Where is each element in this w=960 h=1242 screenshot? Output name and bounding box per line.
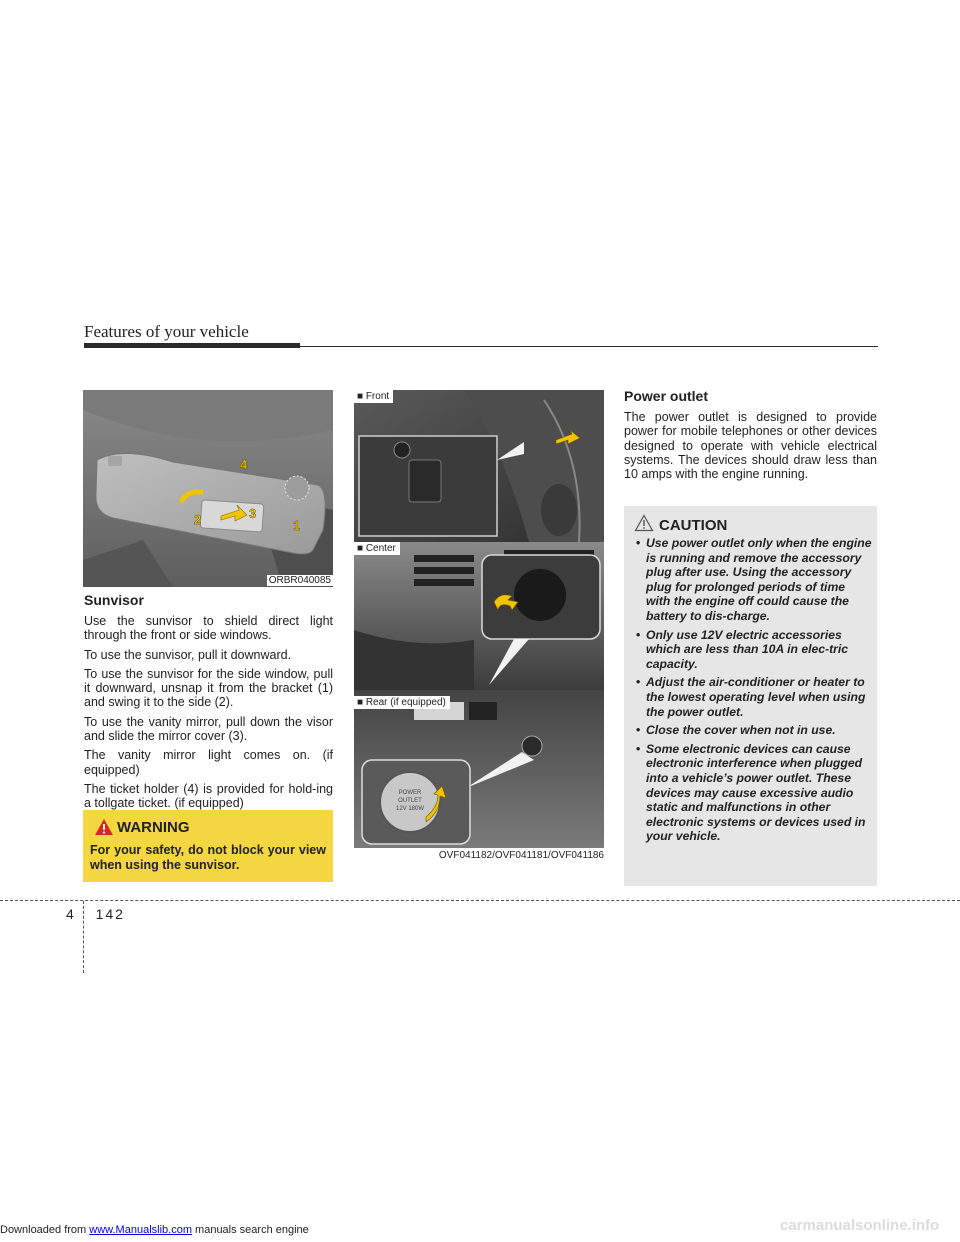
callout-3: 3 [249, 506, 257, 521]
caution-item: • Some electronic devices can cause electronic interference when plugged into a vehicle’s power outlet. These devices may cause excessive audio static and malfunctions in other electronic systems or devices used in your vehicle. [632, 742, 872, 844]
callout-2: 2 [194, 512, 202, 527]
warning-title: WARNING [117, 819, 190, 836]
power-outlet-illustration [354, 390, 604, 848]
section-title: Features of your vehicle [84, 322, 249, 341]
header-rule-thin [300, 346, 878, 347]
warning-triangle-icon [94, 818, 114, 836]
watermark: carmanualsonline.info [780, 1217, 940, 1234]
sunvisor-paragraph: The vanity mirror light comes on. (if equipped) [84, 748, 333, 777]
manualslib-link[interactable]: www.Manualslib.com [89, 1224, 192, 1236]
figure-code-outlet: OVF041182/OVF041181/OVF041186 [438, 850, 604, 861]
power-outlet-heading: Power outlet [624, 388, 709, 404]
sunvisor-paragraph: The ticket holder (4) is provided for hold-ing a tollgate ticket. (if equipped) [84, 781, 333, 811]
footer-prefix: Downloaded from [0, 1224, 90, 1236]
caution-item: • Adjust the air-conditioner or heater to the lowest operating level when using the power outlet. [632, 675, 872, 719]
sunvisor-heading: Sunvisor [84, 592, 144, 608]
power-outlet-body: The power outlet is designed to provide power for mobile telephones or other devices designed to operate with vehicle electrical systems. The devices should draw less than 10 amps with the engine running. [624, 410, 877, 482]
page-divider [0, 900, 960, 901]
caution-title: CAUTION [659, 517, 728, 534]
power-outlet-photo [354, 390, 604, 848]
outlet-label-rear: ■ Rear (if equipped) [354, 696, 450, 709]
figure-code-sunvisor: ORBR040085 [268, 575, 331, 586]
callout-1: 1 [293, 518, 301, 533]
callout-4: 4 [240, 457, 248, 472]
outlet-label-center: ■ Center [354, 542, 400, 555]
outlet-cap-text: POWER [398, 790, 422, 796]
warning-text: For your safety, do not block your view when using the sunvisor. [90, 843, 326, 872]
sunvisor-photo [83, 390, 333, 587]
download-footer [0, 1224, 309, 1236]
sunvisor-paragraph: To use the sunvisor, pull it downward. [84, 647, 292, 662]
page-number-value: 142 [95, 906, 125, 922]
sunvisor-body [84, 614, 333, 816]
caution-item: • Close the cover when not in use. [632, 723, 872, 738]
sunvisor-illustration [83, 390, 333, 587]
chapter-number: 4 [66, 906, 76, 922]
footer-suffix: manuals search engine [191, 1224, 309, 1236]
caution-list [632, 536, 872, 848]
sunvisor-paragraph: To use the vanity mirror, pull down the visor and slide the mirror cover (3). [84, 714, 333, 744]
outlet-label-front: ■ Front [354, 390, 393, 403]
sunvisor-paragraph: To use the sunvisor for the side window, pull it downward, unsnap it from the bracket (1) and swing it to the side (2). [84, 666, 333, 710]
sunvisor-paragraph: Use the sunvisor to shield direct light through the front or side windows. [84, 614, 333, 643]
page-number [66, 906, 125, 922]
outlet-cap-text: 12V 180W [395, 806, 425, 812]
header-rule-thick [84, 343, 300, 348]
outlet-cap-text: OUTLET [398, 798, 422, 804]
caution-triangle-icon [634, 514, 654, 532]
caution-item: • Use power outlet only when the engine is running and remove the accessory plug after use. Using the accessory plug for prolonged periods of time with the engine off could cause the battery to dis-charge. [632, 536, 872, 624]
caution-item: • Only use 12V electric accessories which are less than 10A in elec-tric capacity. [632, 628, 872, 672]
